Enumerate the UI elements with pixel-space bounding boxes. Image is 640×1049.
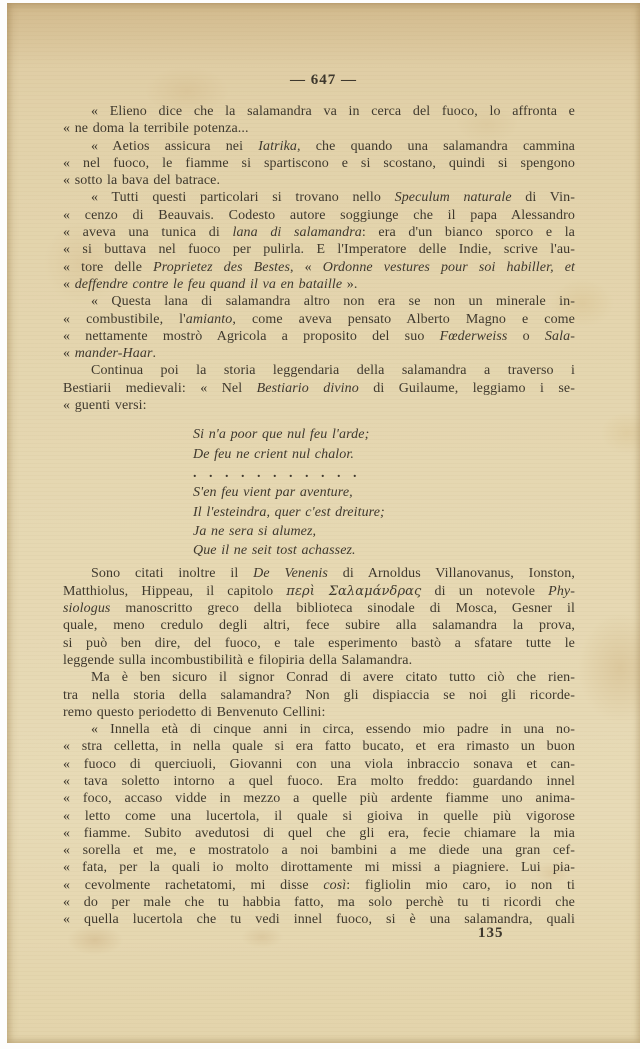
text-line: [63, 276, 575, 293]
text-segment: leggende sulla incombustibilità e filopiria della Salamandra.: [63, 652, 413, 668]
text-line: [63, 241, 575, 258]
text-segment: S'en feu vient par aventure,: [193, 485, 353, 501]
text-segment: Iatrika: [258, 138, 298, 154]
text-line: [63, 790, 575, 807]
text-line: [63, 721, 575, 738]
text-segment: .: [152, 346, 157, 362]
text-segment: remo questo periodetto di Benvenuto Cellini:: [63, 704, 326, 720]
text-segment: Ma è ben sicuro il signor Conrad di avere citato tutto ciò che rien-: [91, 670, 575, 686]
text-segment: Bestiarii medievali: « Nel: [63, 380, 257, 396]
text-segment: amianto: [185, 311, 233, 327]
text-segment: si può ben dire, del fuoco, e tale esperimento bastò a sfatare tutte le: [63, 635, 575, 651]
text-line: [193, 483, 575, 502]
text-segment: « sotto la bava del batrace.: [63, 173, 221, 189]
text-segment: siologus: [63, 601, 111, 617]
text-segment: « quella lucertola che tu vedi innel fuoco, si è una salamandra, quali: [63, 912, 575, 928]
text-segment: Matthiolus, Hippeau, il capitolo: [63, 583, 287, 599]
paragraph: [63, 362, 575, 414]
text-segment: Continua poi la storia leggendaria della salamandra a traverso i: [91, 363, 575, 379]
text-segment: così: [323, 877, 347, 893]
text-line: [193, 425, 575, 444]
text-line: [63, 172, 575, 189]
text-line: [63, 635, 575, 652]
text-segment: « combustibile, l': [63, 311, 186, 327]
page-number-header: — 647 —: [290, 72, 357, 88]
text-segment: mander-Haar: [74, 346, 153, 362]
text-segment: « stra celletta, in nella quale si era fatto bucato, et era rimasto un buon: [63, 739, 575, 755]
text-segment: : figliolin mio caro, io non ti: [346, 877, 575, 893]
text-line: [63, 207, 575, 224]
text-segment: , che quando una salamandra cammina: [297, 138, 575, 154]
text-segment: Bestiario divino: [256, 380, 359, 396]
text-line: [63, 120, 575, 137]
text-segment: di Guilaume, leggiamo i se-: [358, 380, 575, 396]
text-line: [63, 877, 575, 894]
text-line: [63, 894, 575, 911]
text-segment: « Tutti questi particolari si trovano nello: [91, 190, 395, 206]
text-segment: « Aetios assicura nei: [91, 138, 259, 154]
text-segment: « fiamme. Subito avedutosi di quel che gli era, fecie chiamare la mia: [63, 825, 575, 841]
text-line: [63, 397, 575, 414]
text-segment: quale, meno credulo degli altri, fece subire alla salamandra la prova,: [63, 618, 575, 634]
text-line: [63, 293, 575, 310]
text-line: [63, 756, 575, 773]
text-segment: « fata, per la quali io molto dirottamente mi missi a piagniere. Lui pia-: [63, 860, 575, 876]
text-segment: « aveva una tunica di: [63, 225, 233, 241]
paragraph: [63, 293, 575, 362]
text-segment: lana di salamandra: [232, 225, 362, 241]
text-segment: . . . . . . . . . . .: [193, 465, 358, 481]
text-segment: « Questa lana di salamandra altro non era se non un minerale in-: [91, 294, 575, 310]
paragraph: [63, 138, 575, 190]
paragraph: [63, 669, 575, 721]
text-segment: « cevolmente rachetatomi, mi disse: [63, 877, 324, 893]
text-line: [63, 808, 575, 825]
text-line: [63, 311, 575, 328]
text-segment: di Arnoldus Villanovanus, Ionston,: [327, 566, 575, 582]
text-segment: « nel fuoco, le fiamme si spartiscono e si scostano, quindi si spengono: [63, 155, 575, 171]
text-line: [63, 155, 575, 172]
text-line: [63, 842, 575, 859]
text-line: [63, 380, 575, 397]
text-segment: Sono citati inoltre il: [91, 566, 254, 582]
text-segment: « sorella et me, e mostratolo a noi bambini a me diede una gran cef-: [63, 843, 575, 859]
text-line: [63, 565, 575, 582]
text-segment: Il l'esteindra, quer c'est dreiture;: [193, 504, 385, 520]
text-line: [63, 859, 575, 876]
text-segment: tra nella storia della salamandra? Non gli dispiaccia se noi gli ricorde-: [63, 687, 575, 703]
text-segment: manoscritto greco della biblioteca sinodale di Mosca, Gesner il: [110, 601, 575, 617]
text-segment: « ne doma la terribile potenza...: [63, 121, 249, 137]
book-page: [7, 3, 640, 1043]
paragraph: [63, 103, 575, 138]
text-line: [63, 224, 575, 241]
page-body-text: [63, 103, 575, 929]
text-line: [193, 522, 575, 541]
text-segment: « tore delle: [63, 259, 154, 275]
text-segment: « fuoco di querciuoli, Giovanni con una viola inbraccio sonava et can-: [63, 756, 575, 772]
text-segment: : era d'un bianco sporco e la: [361, 225, 575, 241]
text-segment: ».: [342, 276, 358, 292]
text-segment: « letto come una lucertola, il quale si gioiva in quelle più vigorose: [63, 808, 575, 824]
text-segment: De Venenis: [253, 566, 328, 582]
text-line: [63, 600, 575, 617]
greek-text: περὶ Σαλαμάνδρας: [286, 583, 422, 599]
text-segment: Phy-: [548, 583, 575, 599]
text-segment: « si buttava nel fuoco per pulirla. E l'Imperatore delle Indie, scrive l'au-: [63, 242, 575, 258]
text-segment: « nettamente mostrò Agricola a proposito del suo: [63, 328, 440, 344]
paragraph: [63, 721, 575, 929]
text-line: [63, 773, 575, 790]
text-segment: o: [507, 328, 545, 344]
text-line: [63, 617, 575, 634]
text-line: [63, 669, 575, 686]
text-line: [193, 503, 575, 522]
text-segment: « tava soletto intorno a quel fuoco. Era molto freddo: guardando innel: [63, 773, 575, 789]
text-line: [63, 825, 575, 842]
text-line: [63, 103, 575, 120]
text-line: [63, 189, 575, 206]
text-segment: « Elieno dice che la salamandra va in cerca del fuoco, lo affronta e: [91, 104, 575, 119]
text-line: [63, 583, 575, 600]
text-segment: «: [63, 346, 75, 362]
text-line: [63, 259, 575, 276]
text-line: [193, 541, 575, 560]
text-segment: Que il ne seit tost achassez.: [193, 543, 356, 559]
verse-block: [193, 425, 575, 560]
text-line: [63, 652, 575, 669]
text-line: [63, 704, 575, 721]
paragraph: [63, 189, 575, 293]
text-segment: , «: [290, 259, 323, 275]
text-segment: Speculum naturale: [394, 190, 512, 206]
text-segment: « Innella età di cinque anni in circa, essendo mio padre in una no-: [91, 722, 575, 738]
text-segment: Proprietez des Bestes: [153, 259, 291, 275]
text-segment: deffendre contre le feu quand il va en bataille: [74, 276, 343, 292]
text-line: [63, 362, 575, 379]
text-line: [63, 345, 575, 362]
text-segment: De feu ne crient nul chalor.: [193, 446, 354, 462]
text-segment: Sala-: [544, 328, 575, 344]
text-segment: « foco, accaso vidde in mezzo a quelle più ardente fiamme uno anima-: [63, 791, 575, 807]
text-line: [193, 464, 575, 483]
text-segment: Si n'a poor que nul feu l'arde;: [193, 427, 370, 443]
text-line: [63, 738, 575, 755]
text-segment: di Vin-: [511, 190, 575, 206]
text-segment: «: [63, 276, 75, 292]
text-line: [63, 138, 575, 155]
paragraph: [63, 565, 575, 669]
text-line: [63, 328, 575, 345]
text-segment: Ordonne vestures pour soi habiller, et: [322, 259, 576, 275]
text-segment: Ja ne sera si alumez,: [193, 523, 317, 539]
signature-number: 135: [478, 925, 504, 941]
text-segment: di un notevole: [421, 583, 549, 599]
text-segment: « do per male che tu habbia fatto, ma solo perchè tu ti ricordi che: [63, 895, 575, 911]
text-segment: Fœderweiss: [439, 328, 508, 344]
text-line: [193, 445, 575, 464]
text-line: [63, 687, 575, 704]
text-segment: , come aveva pensato Alberto Magno e come: [232, 311, 575, 327]
text-segment: « guenti versi:: [63, 398, 147, 414]
text-segment: « cenzo di Beauvais. Codesto autore soggiunge che il papa Alessandro: [63, 207, 575, 223]
